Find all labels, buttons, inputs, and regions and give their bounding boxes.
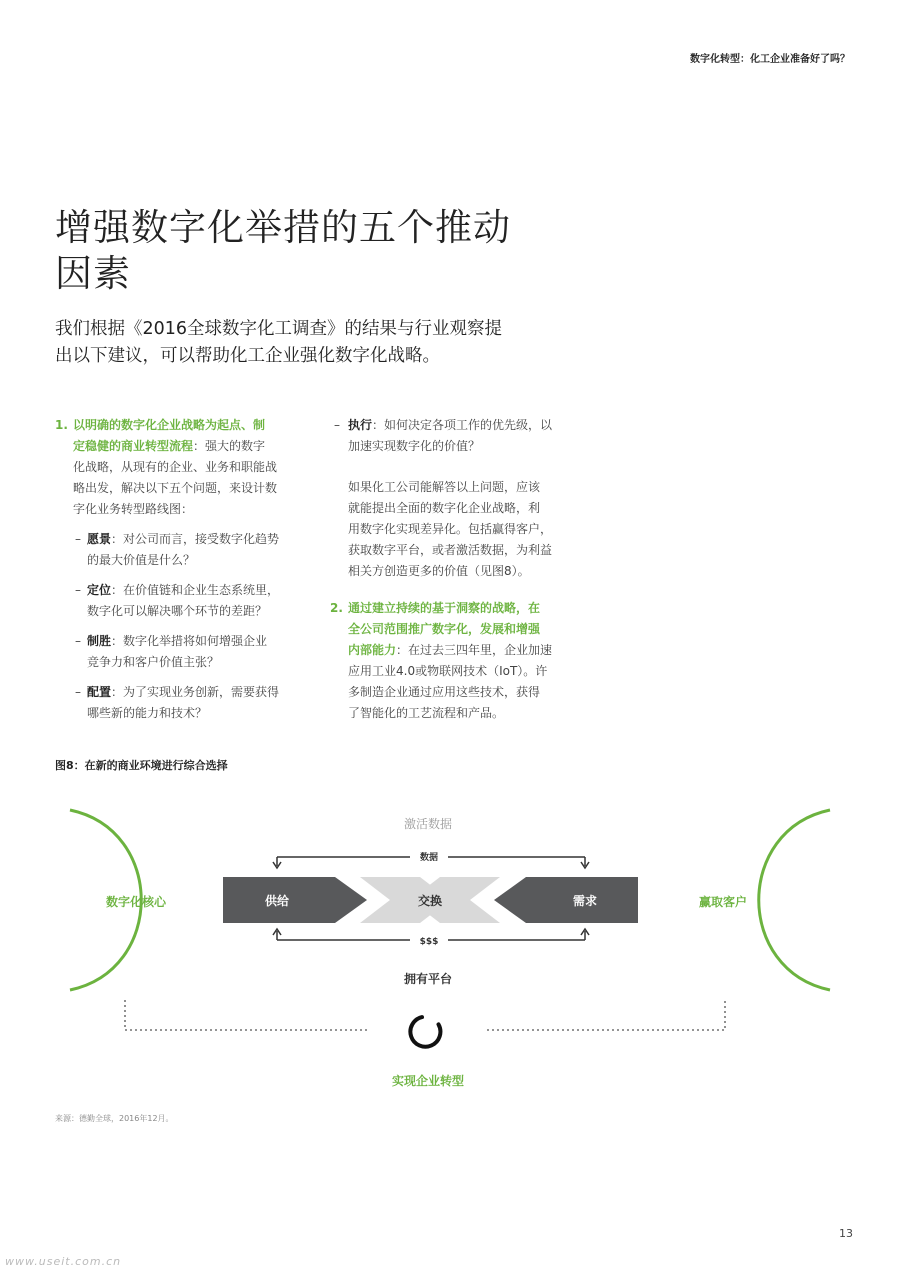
item-text: 应用工业4.0或物联网技术（IoT）。许 <box>348 664 548 678</box>
sub-item <box>55 682 313 724</box>
item-text: ：强大的数字 <box>193 439 266 453</box>
figure-caption: 图8：在新的商业环境进行综合选择 <box>55 759 228 772</box>
sub-text: ：数字化举措将如何增强企业 <box>111 634 268 648</box>
sub-term: 制胜 <box>87 634 112 648</box>
sub-text: 数字化可以解决哪个环节的差距？ <box>87 604 268 618</box>
right-arc <box>759 810 830 990</box>
title-line: 增强数字化举措的五个推动 <box>55 206 511 249</box>
title-line: 因素 <box>55 252 131 295</box>
item-number: 2. <box>330 601 343 615</box>
para-line: 就能提出全面的数字化企业战略，利 <box>348 501 541 515</box>
sub-term: 配置 <box>87 685 112 699</box>
item-text: ：在过去三四年里，企业加速 <box>396 643 553 657</box>
dash: – <box>334 418 340 432</box>
sub-text: 的最大价值是什么？ <box>87 553 196 567</box>
platform-label: 拥有平台 <box>403 972 453 986</box>
sub-item <box>55 631 313 673</box>
dash: – <box>75 583 81 597</box>
dash: – <box>75 532 81 546</box>
para-line: 获取数字平台，或者激活数据，为利益 <box>348 543 553 557</box>
sub-text: ：在价值链和企业生态系统里， <box>111 583 280 597</box>
sub-item <box>55 529 313 571</box>
figure-diagram <box>55 800 845 1100</box>
sub-text: 竞争力和客户价值主张？ <box>87 655 220 669</box>
item-text: 字化业务转型路线图： <box>73 502 194 516</box>
watermark-url: www.useit.com.cn <box>5 1255 122 1268</box>
demand-label: 需求 <box>572 894 598 908</box>
item-heading: 内部能力 <box>348 643 397 657</box>
supply-label: 供给 <box>264 894 290 908</box>
data-label: 数据 <box>419 853 439 863</box>
para-line: 相关方创造更多的价值（见图8）。 <box>348 564 530 578</box>
dash: – <box>75 685 81 699</box>
item-text: 略出发，解决以下五个问题，来设计数 <box>73 481 278 495</box>
item-number: 1. <box>55 418 68 432</box>
sub-item <box>55 580 313 622</box>
running-header: 数字化转型：化工企业准备好了吗？ <box>690 54 850 65</box>
para-line: 用数字化实现差异化。包括赢得客户， <box>348 522 553 536</box>
intro-text <box>55 316 575 370</box>
item-text: 了智能化的工艺流程和产品。 <box>348 706 505 720</box>
supply-arrow <box>223 877 367 923</box>
page-title <box>55 205 615 297</box>
bottom-label: 实现企业转型 <box>391 1074 465 1088</box>
source-note: 来源：德勤全球，2016年12月。 <box>55 1114 174 1123</box>
top-label: 激活数据 <box>403 817 453 831</box>
sub-text: 哪些新的能力和技术？ <box>87 706 208 720</box>
sub-text: ：对公司而言，接受数字化趋势 <box>111 532 280 546</box>
sub-text: ：如何决定各项工作的优先级，以 <box>372 418 553 432</box>
dash: – <box>75 634 81 648</box>
list-item-1 <box>55 415 313 520</box>
sub-term: 定位 <box>87 583 112 597</box>
demand-arrow <box>494 877 638 923</box>
item-text: 多制造企业通过应用这些技术，获得 <box>348 685 541 699</box>
list-item-2 <box>330 598 590 724</box>
money-label: $$$ <box>419 937 439 947</box>
transform-cycle-icon <box>410 1017 440 1047</box>
dotted-bracket <box>125 1000 725 1030</box>
exchange-label: 交换 <box>417 894 443 908</box>
left-label: 数字化核心 <box>105 895 167 909</box>
right-label: 赢取客户 <box>698 895 748 909</box>
item-heading: 全公司范围推广数字化，发展和增强 <box>348 622 541 636</box>
item-text: 化战略，从现有的企业、业务和职能战 <box>73 460 278 474</box>
sub-text: 加速实现数字化的价值？ <box>348 439 481 453</box>
item-heading: 以明确的数字化企业战略为起点、制 <box>73 418 266 432</box>
right-column <box>330 415 590 724</box>
para-line: 如果化工公司能解答以上问题，应该 <box>348 480 541 494</box>
item-heading: 通过建立持续的基于洞察的战略，在 <box>348 601 541 615</box>
intro-line: 我们根据《2016全球数字化工调查》的结果与行业观察提 <box>55 319 503 339</box>
sub-text: ：为了实现业务创新，需要获得 <box>111 685 280 699</box>
sub-item <box>330 415 590 457</box>
page-number: 13 <box>839 1227 853 1240</box>
left-column <box>55 415 313 724</box>
sub-term: 执行 <box>348 418 373 432</box>
item-heading: 定稳健的商业转型流程 <box>73 439 194 453</box>
summary-paragraph <box>330 477 590 582</box>
sub-term: 愿景 <box>87 532 112 546</box>
intro-line: 出以下建议，可以帮助化工企业强化数字化战略。 <box>55 346 440 366</box>
